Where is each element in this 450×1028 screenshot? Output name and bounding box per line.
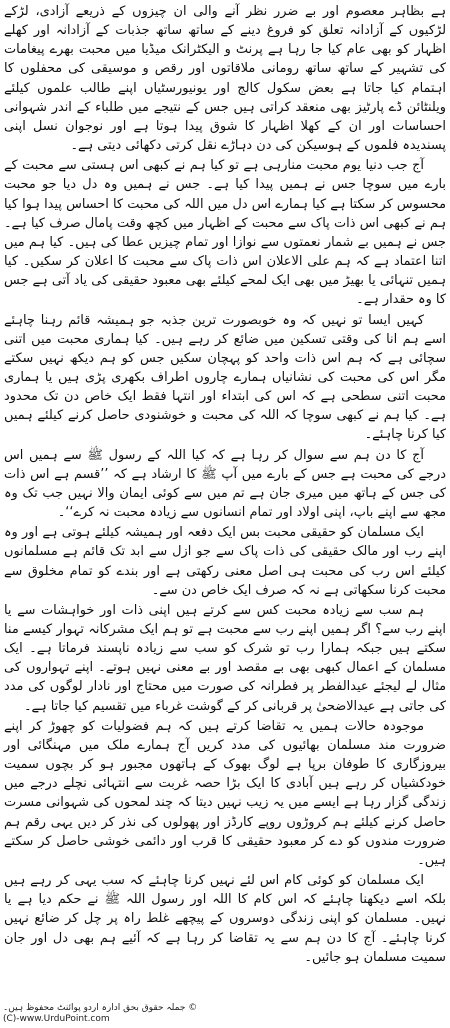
article-paragraph: کہیں ایسا تو نہیں کہ وہ خوبصورت ترین جذبہ جو ہمیشہ قائم رہنا چاہئے اسے ہم انا کی وقتی تسکین میں ضائع کر رہے ہیں۔ کیا ہماری محبت میں اتنی سچائی ہے کہ ہم اس ذات واحد کو پہچان سکیں جس کو ہم دیکھ نہیں سکتے مگر اس کی محبت کی نشانیاں ہمارے چاروں اطراف بکھری پڑی ہیں یا ہماری محبت اتنی سطحی ہے کہ اس کی ابتداء اور انتہا فقط ایک خاص دن تک محدود ہے۔ کیا ہم نے کبھی سوچا کہ اللہ کی محبت و خوشنودی حاصل کرنے کیلئے ہمیں کیا کرنا چاہئے۔	[4, 312, 446, 443]
copyright-notice: © جملہ حقوق بحق ادارہ اردو پوائنٹ محفوظ ہیں۔	[3, 1003, 198, 1013]
article-paragraph: آج جب دنیا یوم محبت منارہی ہے تو کیا ہم نے کبھی اس ہستی سے محبت کے بارے میں سوچا جس نے ہمیں پیدا کیا ہے۔ جس نے ہمیں وہ دل دیا جو محبت محسوس کر سکتا ہے کیا ہمارے اس دل میں اللہ کی محبت کا احساس پیدا ہوا کیا ہم نے کبھی اس ذات پاک سے محبت کے اظہار میں کچھ وقت پامال صرف کیا ہے۔ جس نے ہمیں بے شمار نعمتوں سے نوازا اور تمام چیزیں عطا کی ہیں۔ کیا ہم میں اتنا اعتماد ہے کہ ہم علی الاعلان اس ذات پاک سے محبت کا اعلان کر سکیں۔ کیا ہمیں تنہائی یا بھیڑ میں بھی ایک لمحے کیلئے بھی معبود حقیقی کی یاد آتی ہے جس کا وہ حقدار ہے۔	[4, 158, 446, 308]
article-paragraph: ایک مسلمان کو کوئی کام اس لئے نہیں کرنا چاہئے کہ سب یہی کر رہے ہیں بلکہ اسے دیکھنا چاہئے کہ اس کام کا اللہ اور رسول اللہ ﷺ نے حکم دیا ہے یا نہیں۔ مسلمان کو اپنی زندگی دوسروں کے پیچھے غلط راہ پر چل کر ضائع نہیں کرنا چاہئے۔ آج کا دن ہم سے یہ تقاضا کر رہا ہے کہ آئیے ہم بھی دل اور جان سمیت مسلمان ہو جائیں۔	[4, 873, 446, 965]
article-paragraph: موجودہ حالات ہمیں یہ تقاضا کرتے ہیں کہ ہم فضولیات کو چھوڑ کر اپنے ضرورت مند مسلمان بھائیوں کی مدد کریں آج ہمارے ملک میں مہنگائی اور بیروزگاری کا طوفان برپا ہے لوگ بھوک کے ہاتھوں مجبور ہو کر بچوں سمیت خودکشیاں کر رہے ہیں آبادی کا ایک بڑا حصہ غربت سے انتہائی نچلے درجے میں زندگی گزار رہا ہے ایسے میں یہ زیب نہیں دیتا کہ چند لمحوں کی شہوانی مسرت حاصل کرنے کیلئے ہم کروڑوں روپے کارڈز اور پھولوں کی نذر کر دیں یہی رقم ہم ضرورت مندوں کو دے کر معبود حقیقی کا قرب اور دائمی خوشی حاصل کر سکتے ہیں۔	[4, 718, 446, 868]
article-paragraph: ہم سب سے زیادہ محبت کس سے کرتے ہیں اپنی ذات اور خواہشات سے یا اپنے رب سے؟ اگر ہمیں اپنے رب سے محبت ہے تو ہم ایک مشرکانہ تہوار کیسے منا سکتے ہیں جبکہ ہمارا رب تو شرک کو سب سے زیادہ ناپسند فرماتا ہے۔ ایک مسلمان کے اعمال کبھی بھی بے مقصد اور بے معنی نہیں ہوتے۔ اپنے تہواروں کی مثال لے لیجئے عیدالفطر پر فطرانہ کی صورت میں محتاج اور نادار لوگوں کی مدد کی جاتی ہے عیدالاضحیٰ پر قربانی کر کے گوشت غرباء میں تقسیم کیا جاتا ہے۔	[4, 602, 446, 714]
article-body	[4, 2, 446, 968]
source-link[interactable]: (C)-www.UrduPoint.com	[3, 1014, 110, 1024]
page-footer	[3, 1003, 447, 1025]
article-paragraph: ہے بظاہر معصوم اور بے ضرر نظر آنے والی ان چیزوں کے ذریعے آزادی، لڑکے لڑکیوں کے آزادانہ تعلق کو فروغ دینے کے ساتھ ساتھ جذبات کے آزادانہ اور کھلے اظہار کو بھی عام کیا جا رہا ہے پرنٹ و الیکٹرانک میڈیا میں محبت بھرے پیغامات کی تشہیر کے ساتھ ساتھ رومانی ملاقاتوں اور رقص و موسیقی کی محفلوں کا اہتمام کیا جاتا ہے بعض سکول کالج اور یونیورسٹیاں اپنے طالب علموں کیلئے ویلنٹائن ڈے پارٹیز بھی منعقد کراتی ہیں جس کے نتیجے میں طلباء کے اندر شہوانی احساسات اور ان کے کھلا اظہار کا شوق پیدا ہوتا ہے اور نوجوان نسل اپنی پسندیدہ فلموں کے ہوسیکن کی دن دہاڑے نقل کرتی دکھائی دیتی ہے۔	[4, 4, 446, 154]
article-paragraph: آج کا دن ہم سے سوال کر رہا ہے کہ کیا اللہ کے رسول ﷺ سے ہمیں اس درجے کی محبت ہے جس کے بارے میں آپ ﷺ کا ارشاد ہے کہ ’’قسم ہے اس ذات کی جس کے ہاتھ میں میری جان ہے تم میں سے کوئی ایمان والا نہیں جب تک وہ مجھ سے اپنے باپ، اپنی اولاد اور تمام انسانوں سے زیادہ محبت نہ کرے‘‘۔	[4, 447, 446, 521]
article-paragraph: ایک مسلمان کو حقیقی محبت بس ایک دفعہ اور ہمیشہ کیلئے ہوتی ہے اور وہ اپنے رب اور مالک حقیقی کی ذات پاک سے جو ازل سے ابد تک قائم ہے مسلمانوں کیلئے اس رب کی محبت ہی اصل معنی رکھتی ہے اور بندے کو تمام مخلوق سے محبت کرنا سکھاتی ہے نہ کہ صرف ایک خاص دن سے۔	[4, 525, 446, 598]
